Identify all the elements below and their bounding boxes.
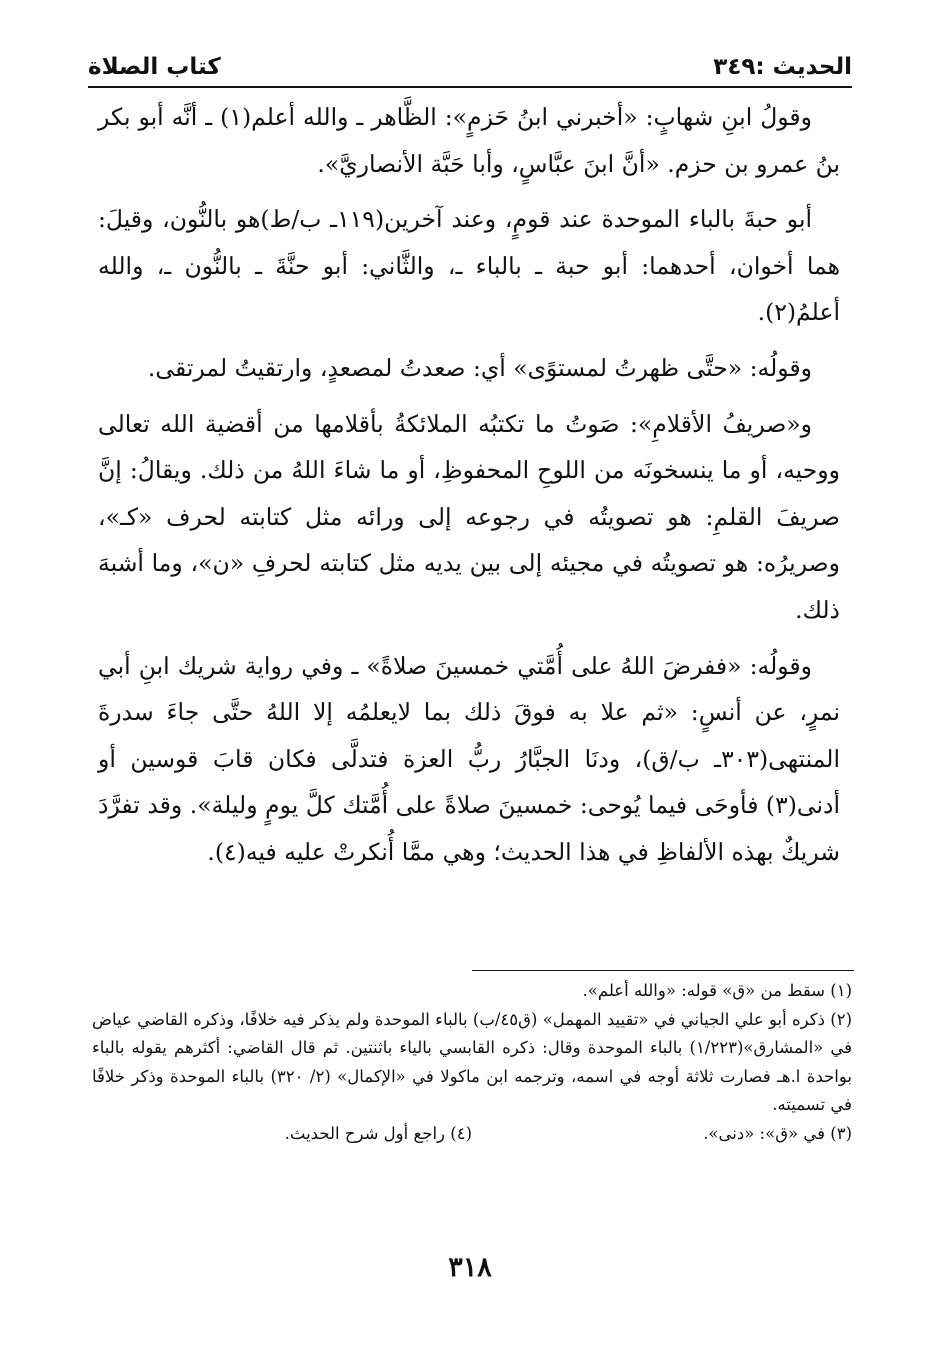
main-text bbox=[98, 94, 840, 885]
footnote-4: (٤) راجع أول شرح الحديث. bbox=[284, 1123, 472, 1143]
paragraph-ibn-shihab: وقولُ ابنِ شهابٍ: «أخبرني ابنُ حَزمٍ»: الظَّاهر ـ والله أعلم(١) ـ أنَّه أبو بكر بنُ عمرو بن حزم. «أنَّ ابنَ عبَّاسٍ، وأبا حَبَّة الأنصاريَّ». bbox=[98, 103, 840, 178]
footnote-2: (٢) ذكره أبو علي الجياني في «تقييد المهمل» (ق٤٥/ب) بالباء الموحدة ولم يذكر فيه خلافًا، وذكره القاضي عياض في «المشارق»(١/٢٢٣) بالباء الموحدة وقال: ذكره القابسي بالياء باثنتين. ثم قال القاضي: أكثرهم يقوله بالباء بواحدة ا.هـ فصارت ثلاثة أوجه في اسمه، وترجمه ابن ماكولا في «الإكمال» (٢/ ٣٢٠) بالباء الموحدة وذكر خلافًا في تسميته. bbox=[92, 1009, 853, 1114]
footnote-row-3-4 bbox=[92, 1120, 852, 1149]
paragraph-sarif-al-aqlam: و«صريفُ الأقلامِ»: صَوتُ ما تكتبُه الملائكةُ بأقلامها من أقضية الله تعالى ووحيه، أو ما ينسخونَه من اللوحِ المحفوظِ، أو ما شاءَ اللهُ من ذلك. ويقالُ: إنَّ صريفَ القلمِ: هو تصويتُه في رجوعه إلى ورائه مثل كتابته لحرف «كـ»، وصريرُه: هو تصويتُه في مجيئه إلى بين يديه مثل كتابته لحرفِ «ن»، وما أشبهَ ذلك. bbox=[98, 409, 840, 624]
book-title: كتاب الصلاة bbox=[88, 54, 221, 80]
page-header bbox=[88, 40, 852, 80]
page-number: ٣١٨ bbox=[448, 1252, 492, 1283]
paragraph-fifty-prayers: وقولُه: «ففرضَ اللهُ على أُمَّتي خمسينَ صلاةً» ـ وفي رواية شريك ابنِ أبي نمرٍ، عن أنسٍ: «ثم علا به فوقَ ذلك بما لايعلمُه إلا اللهُ حتَّى جاءَ سدرةَ المنتهى(٣٠٣ـ ب/ق)، ودنَا الجبَّارُ ربُّ العزة فتدلَّى فكان قابَ قوسين أو أدنى(٣) فأوحَى فيما يُوحى: خمسينَ صلاةً على أُمَّتك كلَّ يومٍ وليلة». وقد تفرَّدَ شريكٌ بهذه الألفاظِ في هذا الحديث؛ وهي ممَّا أُنكرتْ عليه فيه(٤). bbox=[98, 651, 840, 866]
footnote-3: (٣) في «ق»: «دنى». bbox=[703, 1123, 852, 1143]
footnote-1: (١) سقط من «ق» قوله: «والله أعلم». bbox=[582, 981, 852, 1000]
paragraph-mustawa: وقولُه: «حتَّى ظهرتُ لمستوًى» أي: صعدتُ لمصعدٍ، وارتقيتُ لمرتقى. bbox=[147, 353, 812, 382]
header-divider bbox=[88, 86, 852, 88]
footnote-divider bbox=[472, 970, 854, 971]
paragraph-abu-habba: أبو حبةَ بالباء الموحدة عند قومٍ، وعند آخرين(١١٩ـ ب/ط)هو بالنُّون، وقيلَ: هما أخوان، أحدهما: أبو حبة ـ بالباء ـ، والثَّاني: أبو حنَّةَ ـ بالنُّون ـ، والله أعلمُ(٢). bbox=[98, 205, 840, 327]
hadith-number-label: الحديث :٣٤٩ bbox=[713, 54, 852, 80]
footnotes bbox=[92, 977, 852, 1148]
